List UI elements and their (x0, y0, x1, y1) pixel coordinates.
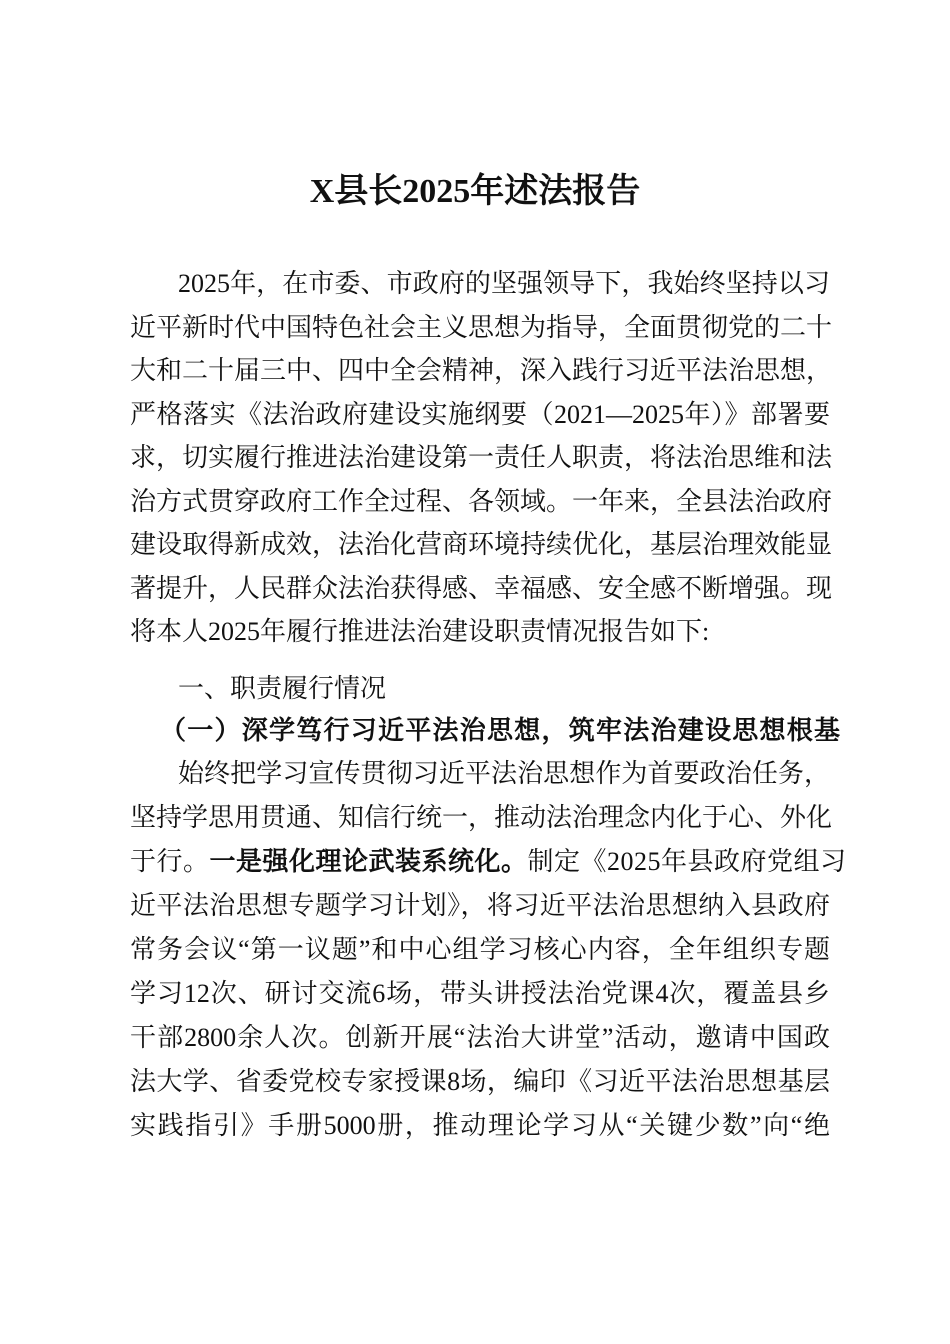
paragraph-line: 求，切实履行推进法治建设第一责任人职责，将法治思维和法 (130, 443, 833, 472)
paragraph-line: 实践指引》手册5000册，推动理论学习从“关键少数”向“绝 (130, 1111, 830, 1140)
paragraph-line: 近平法治思想专题学习计划》，将习近平法治思想纳入县政府 (130, 891, 830, 920)
paragraph-line (130, 840, 847, 884)
paragraph-line: 始终把学习宣传贯彻习近平法治思想作为首要政治任务， (178, 759, 830, 788)
paragraph-line: 近平新时代中国特色社会主义思想为指导，全面贯彻党的二十 (130, 312, 833, 342)
paragraph-line: 严格落实《法治政府建设实施纲要（2021—2025年）》部署要 (130, 399, 830, 429)
paragraph-line: 坚持学思用贯通、知信行统一，推动法治理念内化于心、外化 (130, 803, 833, 832)
paragraph-line: 常务会议“第一议题”和中心组学习核心内容，全年组织专题 (130, 935, 830, 964)
paragraph-line: 2025年，在市委、市政府的坚强领导下，我始终坚持以习 (178, 269, 830, 298)
paragraph-line: 治方式贯穿政府工作全过程、各领域。一年来，全县法治政府 (130, 486, 833, 516)
document-title: X县长2025年述法报告 (309, 173, 641, 210)
paragraph-line: 大和二十届三中、四中全会精神，深入践行习近平法治思想， (130, 356, 833, 385)
subsection-heading: （一）深学笃行习近平法治思想，筑牢法治建设思想根基 (160, 716, 840, 745)
paragraph-line: 干部2800余人次。创新开展“法治大讲堂”活动，邀请中国政 (130, 1023, 830, 1052)
section-heading: 一、职责履行情况 (178, 673, 387, 703)
paragraph-line: 将本人2025年履行推进法治建设职责情况报告如下: (130, 617, 710, 646)
paragraph-line: 学习12次、研讨交流6场，带头讲授法治党课4次，覆盖县乡 (130, 979, 830, 1008)
text-segment: 于行。 (130, 847, 210, 876)
paragraph-line: 著提升，人民群众法治获得感、幸福感、安全感不断增强。现 (130, 573, 833, 603)
bold-lead-phrase: 一是强化理论武装系统化。 (209, 847, 528, 876)
paragraph-line: 法大学、省委党校专家授课8场，编印《习近平法治思想基层 (130, 1067, 830, 1096)
text-segment: 制定《2025年县政府党组习 (527, 847, 847, 876)
paragraph-line: 建设取得新成效，法治化营商环境持续优化，基层治理效能显 (130, 530, 833, 559)
